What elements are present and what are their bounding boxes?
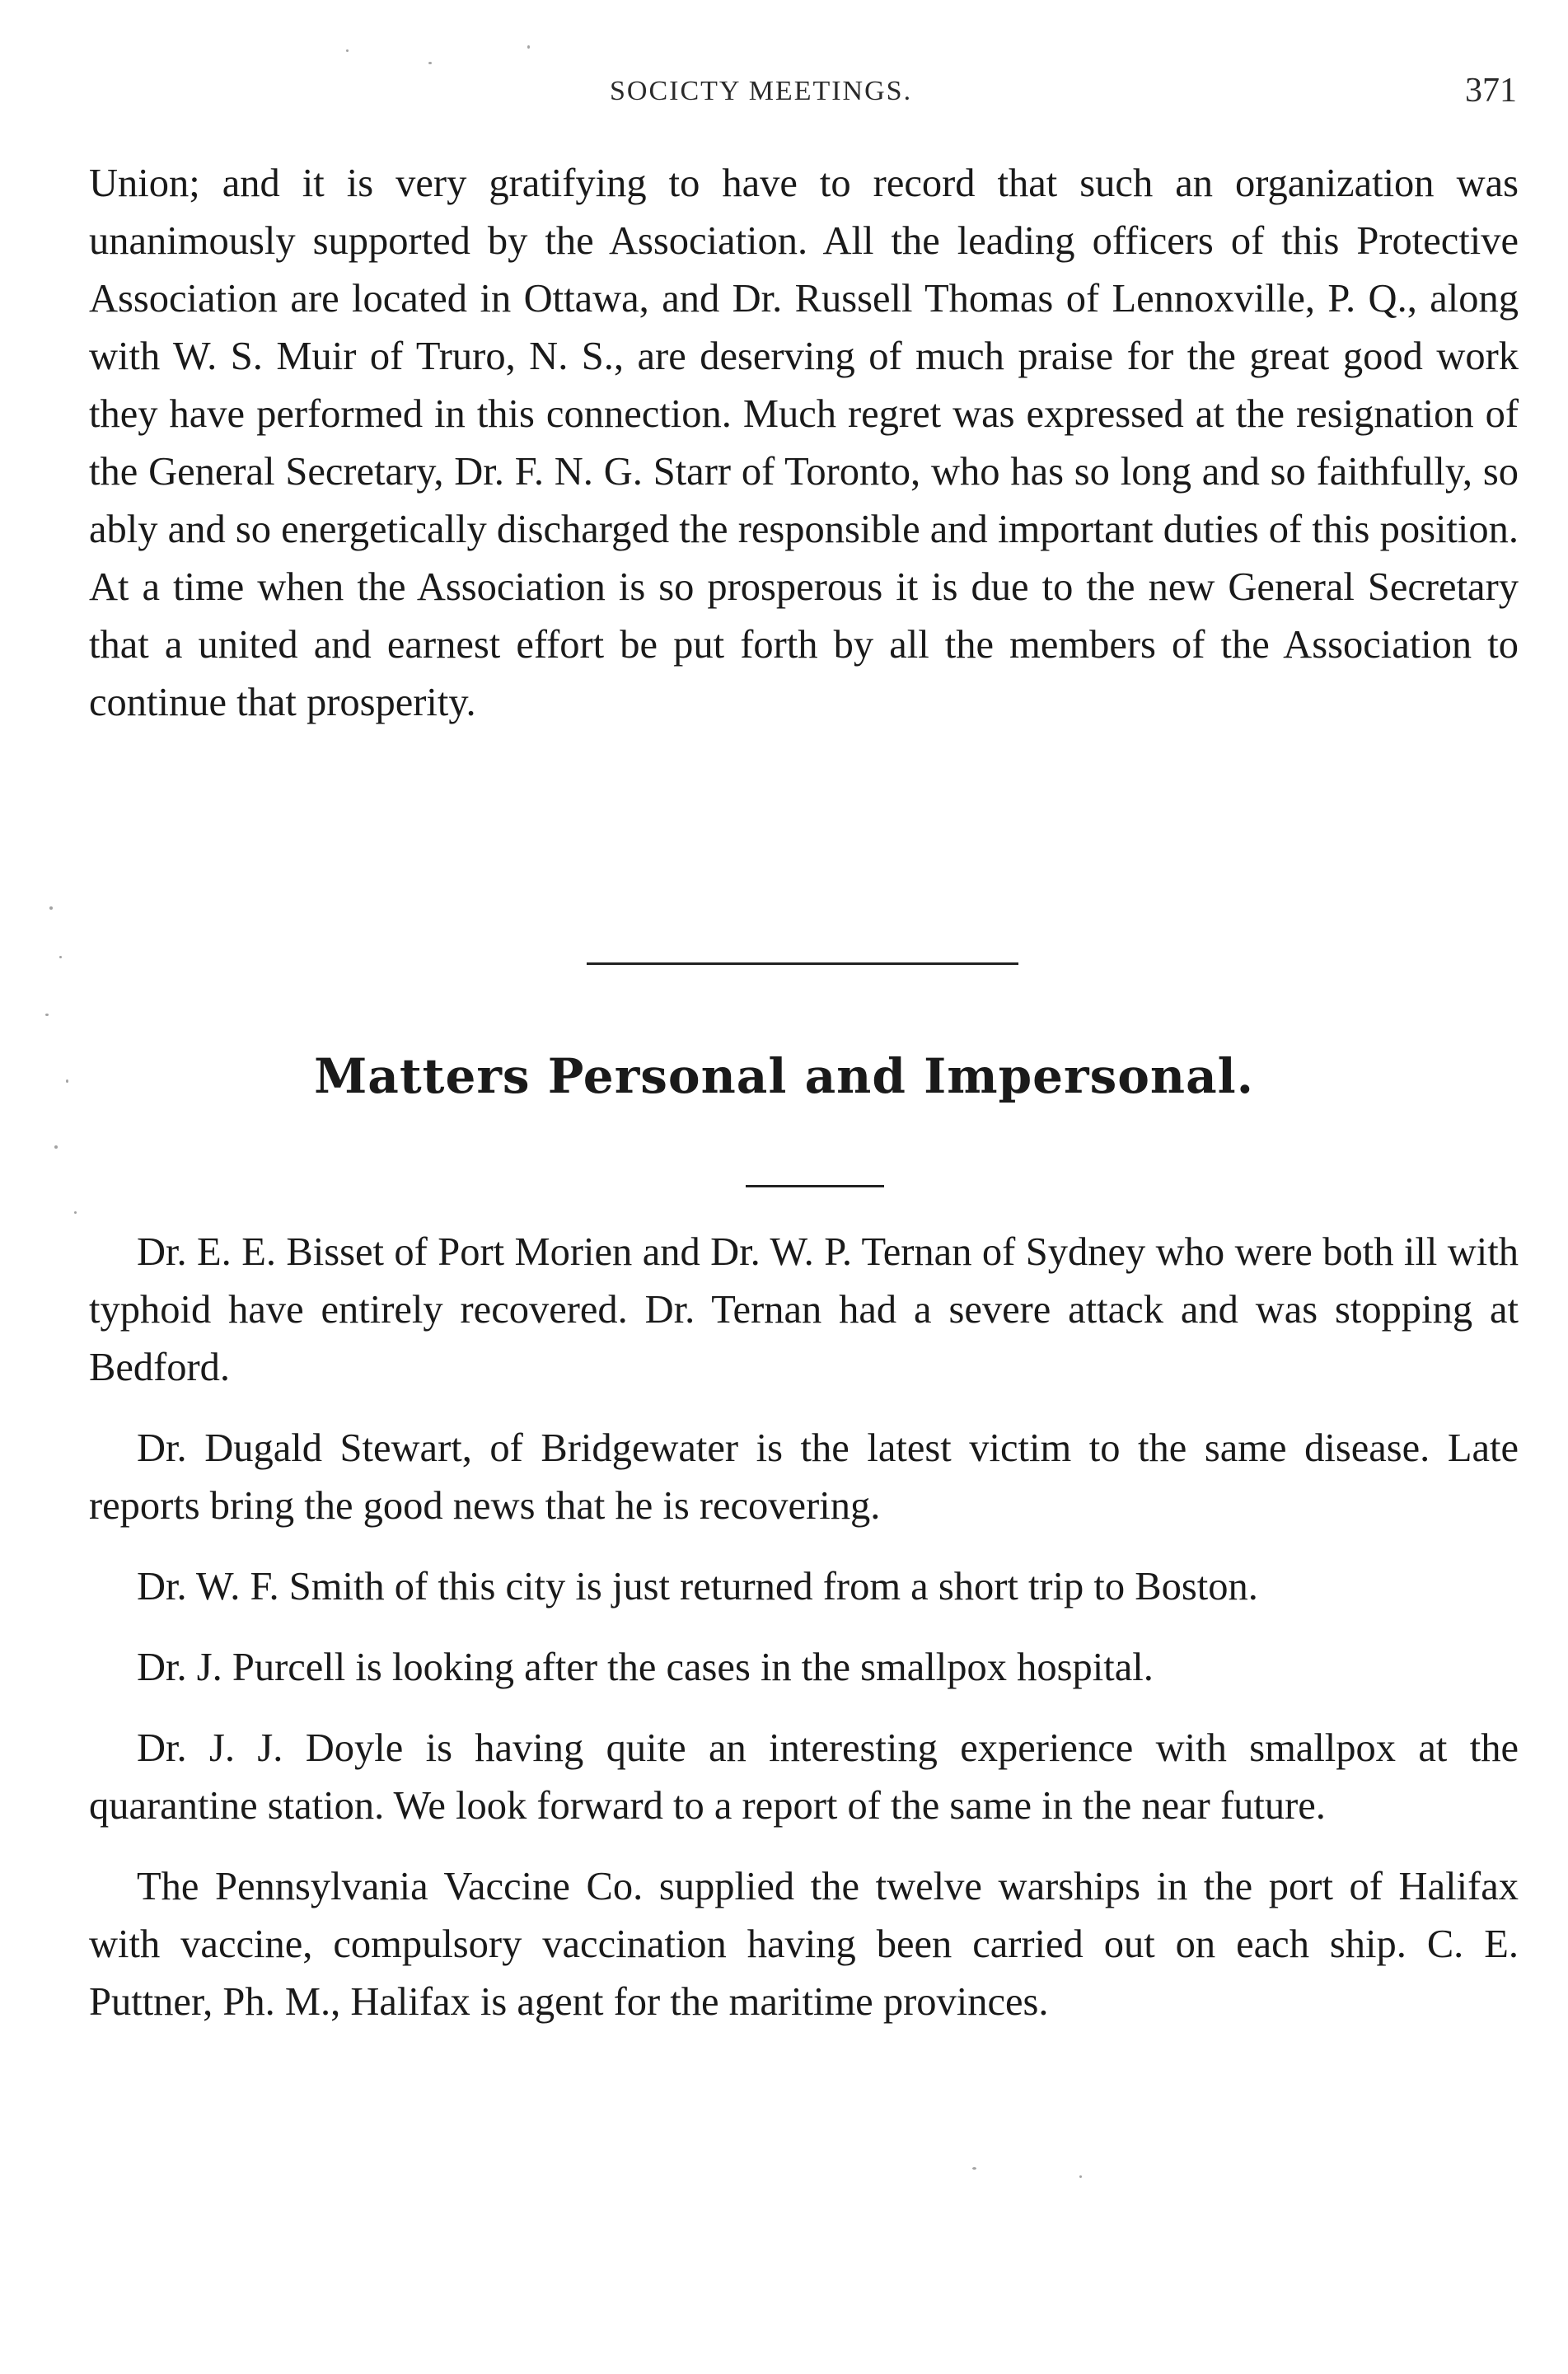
personal-notes	[89, 1224, 1519, 2054]
note-paragraph: Dr. E. E. Bisset of Port Morien and Dr. W. P. Ternan of Sydney who were both ill with typhoid have entirely recovered. Dr. Ternan had a severe attack and was stopping at Bedford.	[89, 1230, 1519, 1389]
note-paragraph: Dr. J. Purcell is looking after the cases in the smallpox hospital.	[137, 1646, 1154, 1689]
section-heading: Matters Personal and Impersonal.	[314, 1048, 1254, 1104]
page-number: 371	[1465, 72, 1517, 110]
running-head: SOCICTY MEETINGS.	[610, 76, 913, 106]
note-paragraph: Dr. Dugald Stewart, of Bridgewater is the latest victim to the same disease. Late reports bring the good news that he is recovering.	[89, 1426, 1519, 1528]
section-divider-rule	[587, 962, 1018, 965]
note-paragraph: Dr. W. F. Smith of this city is just returned from a short trip to Boston.	[137, 1565, 1258, 1608]
note-paragraph: Dr. J. J. Doyle is having quite an interesting experience with smallpox at the quarantine station. We look forward to a report of the same in the near future.	[89, 1726, 1519, 1828]
heading-underline-rule	[746, 1185, 884, 1187]
intro-paragraph: Union; and it is very gratifying to have to record that such an organization was unanimously supported by the Association. All the leading officers of this Protective Association are located in Ottawa, and Dr. Russell Thomas of Lennoxville, P. Q., along with W. S. Muir of Truro, N. S., are deserving of much praise for the great good work they have performed in this connection. Much regret was expressed at the resignation of the General Secretary, Dr. F. N. G. Starr of Toronto, who has so long and so faithfully, so ably and so energetically discharged the responsible and important duties of this position. At a time when the Association is so prosperous it is due to the new General Secretary that a united and earnest effort be put forth by all the members of the Association to continue that prosperity.	[89, 162, 1519, 724]
note-paragraph: The Pennsylvania Vaccine Co. supplied the twelve warships in the port of Halifax with vaccine, compulsory vaccination having been carried out on each ship. C. E. Puttner, Ph. M., Halifax is agent for the maritime provinces.	[89, 1865, 1519, 2024]
